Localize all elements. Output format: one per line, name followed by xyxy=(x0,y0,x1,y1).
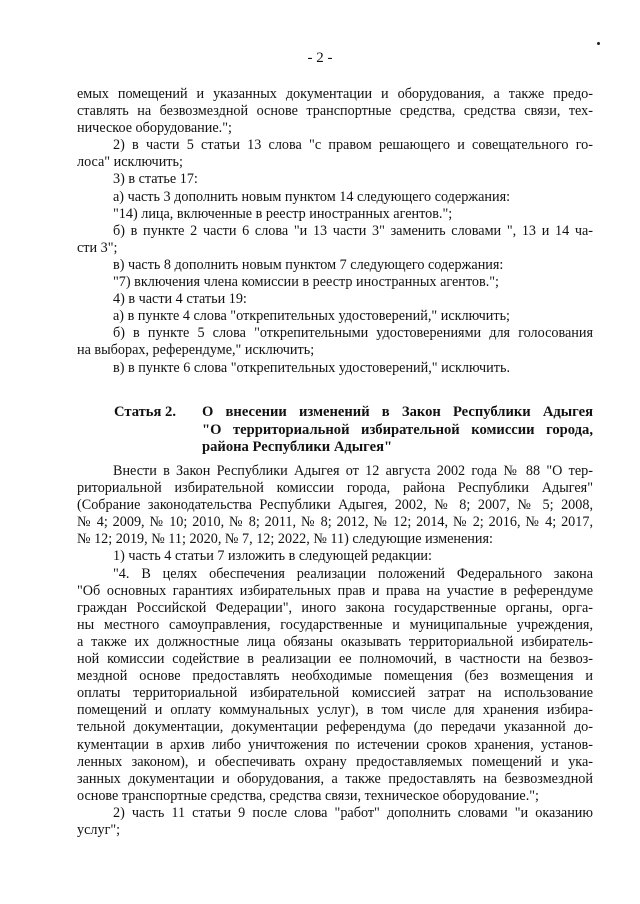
text-line: емых помещений и указанных документации и оборудования, а также предо- xyxy=(77,86,593,102)
scan-speck xyxy=(597,42,600,45)
page-number: - 2 - xyxy=(307,50,333,66)
text-line: б) в пункте 2 части 6 слова "и 13 части 3" заменить словами ", 13 и 14 ча- xyxy=(113,222,593,239)
text-line: а) часть 3 дополнить новым пунктом 14 следующего содержания: xyxy=(113,188,511,205)
article-title-line: "О территориальной избирательной комиссии города, xyxy=(202,421,593,438)
text-line: кументации в архив либо уничтожения по истечении сроков хранения, установ- xyxy=(77,736,593,753)
text-line: оплаты территориальной избирательной комиссией затрат на использование xyxy=(77,685,593,702)
text-line: ставлять на безвозмездной основе транспортные средства, средства связи, тех- xyxy=(77,103,593,120)
text-line: на выборах, референдуме," исключить; xyxy=(77,342,315,359)
text-line: "4. В целях обеспечения реализации положений Федерального закона xyxy=(113,565,593,582)
text-line: а также их должностные лица обязаны оказывать территориальной избиратель- xyxy=(77,633,593,650)
text-line: 1) часть 4 статьи 7 изложить в следующей редакции: xyxy=(113,548,432,565)
text-line: ническое оборудование."; xyxy=(77,120,232,137)
text-line: занных документации и оборудования, а также предоставлять на безвозмездной xyxy=(77,770,593,787)
text-block-top xyxy=(77,86,593,377)
text-line: ной комиссии содействие в реализации ее полномочий, в частности на безвоз- xyxy=(77,651,593,668)
text-line: "7) включения члена комиссии в реестр иностранных агентов."; xyxy=(113,274,499,291)
text-line: риториальной избирательной комиссии города, района Республики Адыгея" xyxy=(77,480,593,497)
text-line: в) часть 8 дополнить новым пунктом 7 следующего содержания: xyxy=(113,256,504,273)
text-line: ленных законом), и обеспечивать охрану предоставляемых помещений и ука- xyxy=(77,753,593,770)
text-line: (Собрание законодательства Республики Адыгея, 2002, № 8; 2007, № 5; 2008, xyxy=(77,497,593,514)
article-title-line: О внесении изменений в Закон Республики Адыгея xyxy=(202,404,593,420)
text-line: б) в пункте 5 слова "открепительными удостоверениями для голосования xyxy=(113,325,593,342)
text-line: помещений и оплату коммунальных услуг), в том числе для хранения избира- xyxy=(77,702,593,719)
text-line: 2) в части 5 статьи 13 слова "с правом решающего и совещательного го- xyxy=(113,137,593,154)
text-block-bottom xyxy=(77,463,593,839)
text-line: № 4; 2009, № 10; 2010, № 8; 2011, № 8; 2012, № 12; 2014, № 2; 2016, № 4; 2017, xyxy=(77,514,593,531)
text-line: "14) лица, включенные в реестр иностранных агентов."; xyxy=(113,205,453,222)
text-line: услуг"; xyxy=(77,821,121,838)
text-line: тельной документации, документации референдума (до передачи указанной до- xyxy=(77,719,593,736)
text-line: сти 3"; xyxy=(77,239,118,256)
text-line: Внести в Закон Республики Адыгея от 12 августа 2002 года № 88 "О тер- xyxy=(113,463,593,479)
text-line: в) в пункте 6 слова "открепительных удостоверений," исключить. xyxy=(113,359,510,376)
text-line: граждан Российской Федерации", иного закона государственные органы, орга- xyxy=(77,599,593,616)
article-title xyxy=(202,404,593,457)
text-line: № 12; 2019, № 11; 2020, № 7, 12; 2022, № 11) следующие изменения: xyxy=(77,531,493,548)
text-line: 4) в части 4 статьи 19: xyxy=(113,291,247,308)
text-line: "Об основных гарантиях избирательных прав и права на участие в референдуме xyxy=(77,582,593,599)
article-label: Статья 2. xyxy=(114,404,176,420)
text-line: лоса" исключить; xyxy=(77,154,183,171)
text-line: мездной основе предоставлять необходимые помещения (без возмещения и xyxy=(77,668,593,685)
text-line: основе транспортные средства, средства связи, техническое оборудование."; xyxy=(77,787,539,804)
text-line: 2) часть 11 статьи 9 после слова "работ" дополнить словами "и оказанию xyxy=(113,804,593,821)
text-line: 3) в статье 17: xyxy=(113,171,198,188)
text-line: а) в пункте 4 слова "открепительных удостоверений," исключить; xyxy=(113,308,510,325)
text-line: ны местного самоуправления, государственные и муниципальные учреждения, xyxy=(77,616,593,633)
article-title-line: района Республики Адыгея" xyxy=(202,439,393,455)
